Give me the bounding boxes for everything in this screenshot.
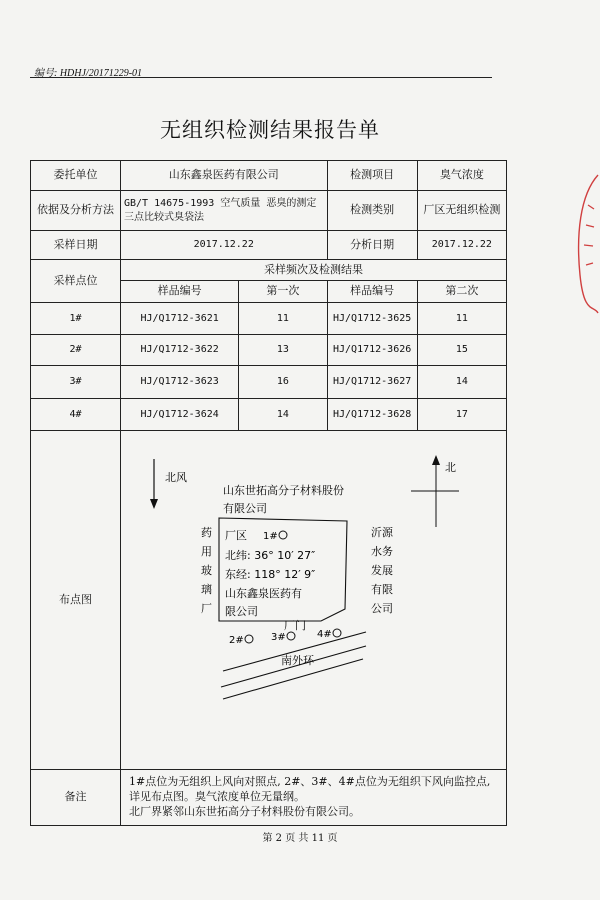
remark-line-1: 1#点位为无组织上风向对照点, 2#、3#、4#点位为无组织下风向监控点, 详见布点图。臭气浓度单位无量纲。: [129, 775, 491, 804]
sample-date-label: 采样日期: [31, 231, 121, 260]
category-label: 检测类别: [327, 191, 417, 231]
neighbor-west: [201, 525, 212, 615]
remark-line-2: 北厂界紧邻山东世拓高分子材料股份有限公司。: [129, 804, 360, 818]
category-value: 厂区无组织检测: [417, 191, 506, 231]
wind-indicator: [150, 459, 187, 509]
item-value: 臭气浓度: [417, 161, 506, 191]
latitude-label: 北纬: 36° 10′ 27″: [225, 549, 316, 562]
col-sample-no-2: 样品编号: [327, 281, 417, 303]
method-label: 依据及分析方法: [31, 191, 121, 231]
point3-marker: [287, 632, 295, 640]
item-label: 检测项目: [327, 161, 417, 191]
neighbor-north-line1: 山东世拓高分子材料股份: [223, 484, 344, 497]
row-sample2: HJ/Q1712-3627: [327, 366, 417, 399]
analysis-date-label: 分析日期: [327, 231, 417, 260]
row-sample1: HJ/Q1712-3623: [121, 366, 239, 399]
point1-label: 1#: [263, 531, 278, 542]
table-row: [31, 335, 507, 366]
table-row: [31, 399, 507, 431]
layout-diagram-cell: [121, 431, 507, 770]
point2-marker: [245, 635, 253, 643]
row-sample1: HJ/Q1712-3624: [121, 399, 239, 431]
point3-label: 3#: [271, 632, 286, 643]
neighbor-east-line: 水务: [371, 545, 393, 558]
document-number: 编号: HDHJ/20171229-01: [34, 68, 143, 79]
sample-date-value: 2017.12.22: [121, 231, 328, 260]
row-sample2: HJ/Q1712-3628: [327, 399, 417, 431]
row-point: 4#: [31, 399, 121, 431]
neighbor-east-line: 公司: [371, 602, 393, 615]
wind-label: 北风: [165, 471, 187, 484]
analysis-date-value: 2017.12.22: [417, 231, 506, 260]
table-row: [31, 303, 507, 335]
neighbor-west-char: 璃: [201, 583, 212, 596]
seam-stamp-fragment: [570, 165, 600, 315]
report-table: [30, 160, 507, 826]
row-result2: 14: [417, 366, 506, 399]
row-result2: 15: [417, 335, 506, 366]
point4-label: 4#: [317, 629, 332, 640]
table-row: [31, 161, 507, 191]
col-sample-no-1: 样品编号: [121, 281, 239, 303]
site-name-line2: 限公司: [225, 605, 258, 618]
row-point: 1#: [31, 303, 121, 335]
method-value: GB/T 14675-1993 空气质量 恶臭的测定 三点比较式臭袋法: [121, 191, 328, 231]
layout-label: 布点图: [31, 431, 121, 770]
point4-marker: [333, 629, 341, 637]
remark-cell: [121, 770, 507, 826]
row-result1: 13: [239, 335, 327, 366]
neighbor-east: [371, 526, 394, 615]
client-label: 委托单位: [31, 161, 121, 191]
client-value: 山东鑫泉医药有限公司: [121, 161, 328, 191]
north-label: 北: [445, 461, 456, 474]
row-result1: 16: [239, 366, 327, 399]
col-first: 第一次: [239, 281, 327, 303]
point1-marker: [279, 531, 287, 539]
point2-label: 2#: [229, 635, 244, 646]
neighbor-east-line: 发展: [371, 564, 393, 577]
neighbor-west-char: 玻: [201, 564, 212, 577]
freq-header: 采样频次及检测结果: [121, 260, 507, 281]
neighbor-west-char: 药: [201, 526, 212, 539]
north-compass: [411, 455, 459, 527]
point-label: 采样点位: [31, 260, 121, 303]
row-sample2: HJ/Q1712-3626: [327, 335, 417, 366]
area-label: 厂区: [225, 529, 247, 542]
row-point: 3#: [31, 366, 121, 399]
neighbor-west-char: 厂: [201, 602, 212, 615]
table-row: [31, 231, 507, 260]
row-result2: 17: [417, 399, 506, 431]
row-sample2: HJ/Q1712-3625: [327, 303, 417, 335]
table-row: [31, 260, 507, 281]
table-row: [31, 770, 507, 826]
page-footer: 第 2 页 共 11 页: [262, 833, 338, 844]
row-sample1: HJ/Q1712-3621: [121, 303, 239, 335]
site-layout-diagram: [121, 431, 506, 769]
col-second: 第二次: [417, 281, 506, 303]
row-result1: 14: [239, 399, 327, 431]
table-row: [31, 366, 507, 399]
row-sample1: HJ/Q1712-3622: [121, 335, 239, 366]
neighbor-north-line2: 有限公司: [223, 502, 267, 515]
row-result1: 11: [239, 303, 327, 335]
longitude-label: 东经: 118° 12′ 9″: [225, 568, 316, 581]
remark-label: 备注: [31, 770, 121, 826]
neighbor-east-line: 沂源: [371, 526, 393, 539]
report-title: 无组织检测结果报告单: [160, 118, 380, 142]
header-rule: [30, 77, 492, 78]
neighbor-east-line: 有限: [371, 583, 393, 596]
row-result2: 11: [417, 303, 506, 335]
site-name-line1: 山东鑫泉医药有: [225, 587, 302, 600]
table-row: [31, 431, 507, 770]
road-label: 南外环: [281, 654, 314, 667]
gate-label: 厂门: [284, 619, 306, 632]
table-row: [31, 191, 507, 231]
neighbor-west-char: 用: [201, 545, 212, 558]
row-point: 2#: [31, 335, 121, 366]
